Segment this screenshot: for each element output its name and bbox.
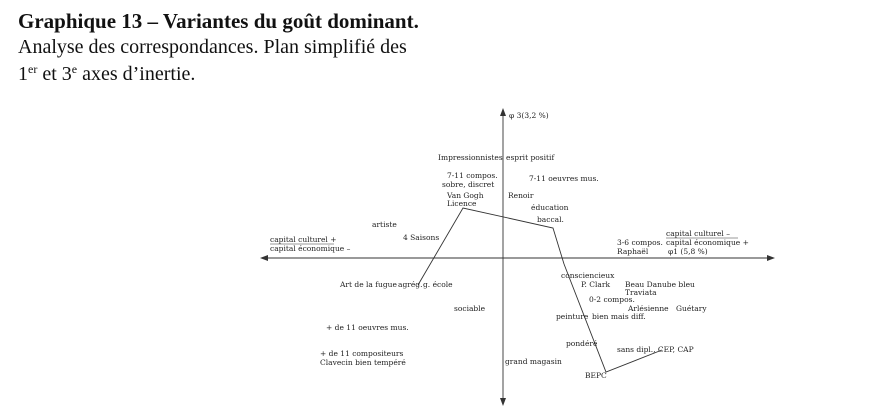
label-sociable: sociable [454,304,486,313]
label-baccal: baccal. [537,215,564,224]
label-7-11-oeuvres: 7-11 oeuvres mus. [529,174,599,183]
label-pondere: pondéré [566,339,598,348]
vertical-axis-bottom-arrow [500,398,506,406]
label-plus-de-11-compositeurs: + de 11 compositeurs [320,349,404,358]
subtitle-mid: et 3 [37,63,72,85]
ordinal-1: 1 [18,63,28,85]
figure-subtitle-line-1: Analyse des correspondances. Plan simplifié des [18,36,407,58]
label-impressionnistes: Impressionnistes [438,153,503,162]
label-van-gogh: Van Gogh [447,191,484,200]
figure-title: Graphique 13 – Variantes du goût dominant. [18,9,419,33]
left-pole-top: capital culturel + [270,235,337,244]
horizontal-axis-right-arrow [767,255,775,261]
right-pole-top: capital culturel – [666,229,730,238]
label-7-11-compos: 7-11 compos. [447,171,498,180]
ordinal-1-suffix: er [28,62,38,76]
label-sans-dipl: sans dipl., CEP, CAP [617,345,694,354]
horizontal-axis-left-arrow [260,255,268,261]
label-raphael: Raphaël [617,247,649,256]
label-arlesienne: Arlésienne [628,304,669,313]
label-p-clark: P. Clark [581,280,611,289]
subtitle-end: axes d’inertie. [77,63,196,85]
right-pole-bottom: capital économique + [666,238,749,247]
label-renoir: Renoir [508,191,534,200]
label-g-ecole: g. école [423,280,453,289]
label-bien-mais-diff: bien mais diff. [592,312,646,321]
label-education: éducation [531,203,569,212]
label-plus-de-11-oeuvres: + de 11 oeuvres mus. [326,323,409,332]
label-consciencieux: consciencieux [561,271,615,280]
label-4-saisons: 4 Saisons [403,233,440,242]
label-esprit-positif: esprit positif [506,153,555,162]
axis-3-label: φ 3(3,2 %) [509,111,549,120]
label-grand-magasin: grand magasin [505,357,562,366]
label-licence: Licence [447,199,477,208]
label-traviata: Traviata [625,288,657,297]
vertical-axis-top-arrow [500,108,506,116]
label-0-2-compos: 0-2 compos. [589,295,635,304]
label-3-6-compos: 3-6 compos. [617,238,663,247]
label-artiste: artiste [372,220,397,229]
left-pole-bottom: capital économique – [270,244,351,253]
axis-1-label: φ1 (5,8 %) [668,247,708,256]
ordinal-3-suffix: e [71,62,78,76]
label-clavecin-bien-tempere: Clavecin bien tempéré [320,358,406,367]
label-sobre-discret: sobre, discret [442,180,495,189]
label-beau-danube-bleu: Beau Danube bleu [625,280,695,289]
label-bepc: BEPC [585,371,607,380]
label-guetary: Guétary [676,304,707,313]
label-art-de-la-fugue: Art de la fugue [340,280,397,289]
label-agreg: agrég. [398,280,423,289]
label-peinture: peinture [556,312,589,321]
